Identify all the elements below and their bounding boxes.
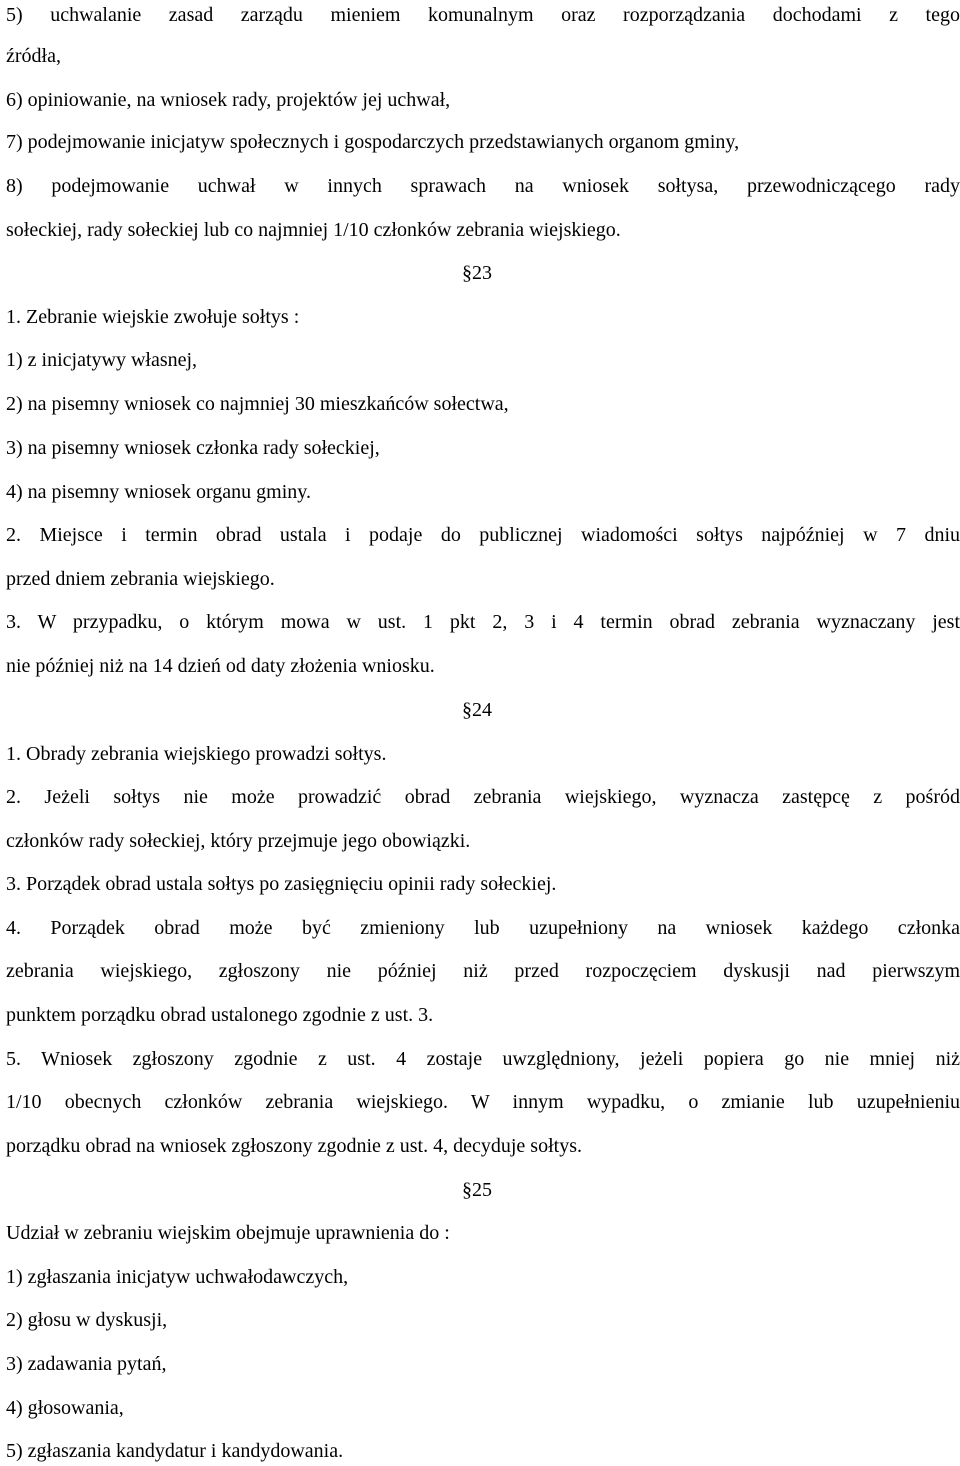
text-line: 2) głosu w dyskusji,: [6, 1309, 168, 1331]
section-heading: §23: [462, 262, 492, 284]
text-line: 4) głosowania,: [6, 1397, 124, 1419]
text-line: 8) podejmowanie uchwał w innych sprawach na wniosek sołtysa, przewodniczącego rady: [6, 175, 960, 197]
text-line: źródła,: [6, 45, 61, 67]
section-heading: §25: [462, 1179, 492, 1201]
text-line: 2. Jeżeli sołtys nie może prowadzić obrad zebrania wiejskiego, wyznacza zastępcę z pośród: [6, 786, 960, 808]
text-line: 5) uchwalanie zasad zarządu mieniem komunalnym oraz rozporządzania dochodami z tego: [6, 4, 960, 26]
text-line: 3. Porządek obrad ustala sołtys po zasięgnięciu opinii rady sołeckiej.: [6, 873, 557, 895]
text-line: 5) zgłaszania kandydatur i kandydowania.: [6, 1440, 344, 1462]
text-line: 3) zadawania pytań,: [6, 1353, 167, 1375]
text-line: 1) zgłaszania inicjatyw uchwałodawczych,: [6, 1266, 349, 1288]
text-line: 6) opiniowanie, na wniosek rady, projektów jej uchwał,: [6, 89, 451, 111]
text-line: punktem porządku obrad ustalonego zgodnie z ust. 3.: [6, 1004, 434, 1026]
text-line: 3) na pisemny wniosek członka rady sołeckiej,: [6, 437, 380, 459]
text-line: 1. Zebranie wiejskie zwołuje sołtys :: [6, 306, 300, 328]
text-line: członków rady sołeckiej, który przejmuje jego obowiązki.: [6, 830, 471, 852]
text-line: zebrania wiejskiego, zgłoszony nie później niż przed rozpoczęciem dyskusji nad pierwszym: [6, 960, 960, 982]
text-line: 1. Obrady zebrania wiejskiego prowadzi sołtys.: [6, 743, 387, 765]
text-line: 3. W przypadku, o którym mowa w ust. 1 pkt 2, 3 i 4 termin obrad zebrania wyznaczany jest: [6, 611, 960, 633]
section-heading: §24: [462, 699, 492, 721]
text-line: 4. Porządek obrad może być zmieniony lub uzupełniony na wniosek każdego członka: [6, 917, 960, 939]
text-line: 1/10 obecnych członków zebrania wiejskiego. W innym wypadku, o zmianie lub uzupełnieniu: [6, 1091, 960, 1113]
text-line: 2. Miejsce i termin obrad ustala i podaje do publicznej wiadomości sołtys najpóźniej w 7 dniu: [6, 524, 960, 546]
text-line: 1) z inicjatywy własnej,: [6, 349, 198, 371]
text-line: 5. Wniosek zgłoszony zgodnie z ust. 4 zostaje uwzględniony, jeżeli popiera go nie mniej niż: [6, 1048, 960, 1070]
text-line: 4) na pisemny wniosek organu gminy.: [6, 481, 311, 503]
text-line: 7) podejmowanie inicjatyw społecznych i gospodarczych przedstawianych organom gminy,: [6, 131, 740, 153]
text-line: sołeckiej, rady sołeckiej lub co najmniej 1/10 członków zebrania wiejskiego.: [6, 219, 621, 241]
text-line: przed dniem zebrania wiejskiego.: [6, 568, 275, 590]
text-line: 2) na pisemny wniosek co najmniej 30 mieszkańców sołectwa,: [6, 393, 509, 415]
text-line: nie później niż na 14 dzień od daty złożenia wniosku.: [6, 655, 435, 677]
text-line: porządku obrad na wniosek zgłoszony zgodnie z ust. 4, decyduje sołtys.: [6, 1135, 582, 1157]
text-line: Udział w zebraniu wiejskim obejmuje uprawnienia do :: [6, 1222, 450, 1244]
